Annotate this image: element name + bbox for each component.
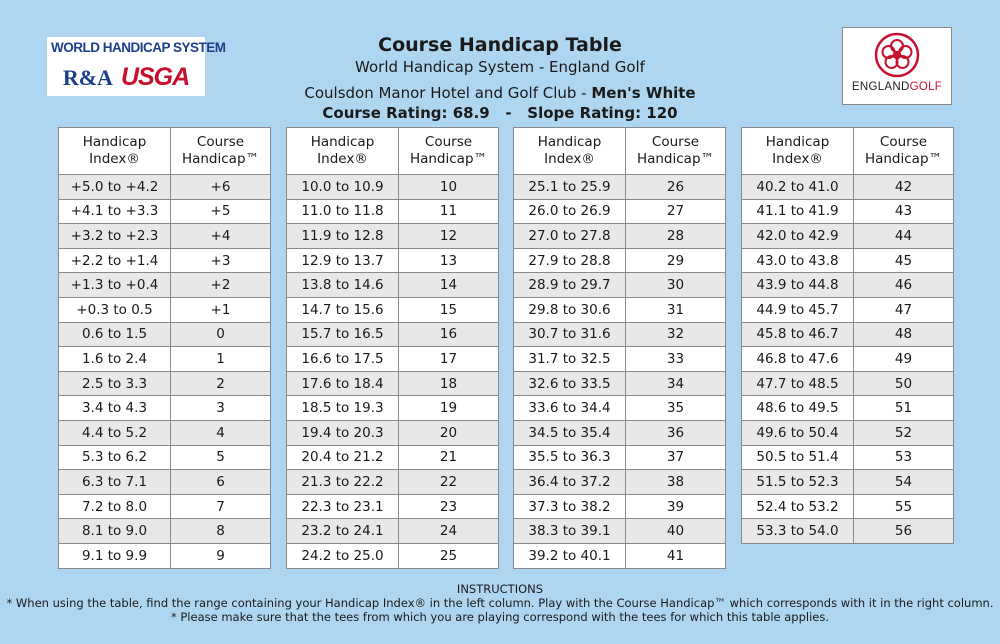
- handicap-index-cell: 7.2 to 8.0: [59, 494, 171, 519]
- handicap-table-1: [58, 127, 271, 569]
- handicap-table-4: [741, 127, 954, 544]
- course-handicap-cell: 19: [399, 396, 499, 421]
- course-handicap-cell: 40: [626, 519, 726, 544]
- table-row: [742, 445, 954, 470]
- header-handicap-index: Handicap Index®: [287, 128, 399, 175]
- handicap-index-cell: 36.4 to 37.2: [514, 470, 626, 495]
- course-handicap-cell: 45: [854, 248, 954, 273]
- handicap-index-cell: 39.2 to 40.1: [514, 543, 626, 568]
- table-row: [742, 175, 954, 200]
- table-row: [514, 396, 726, 421]
- handicap-index-cell: 53.3 to 54.0: [742, 519, 854, 544]
- course-handicap-cell: 24: [399, 519, 499, 544]
- handicap-index-cell: 4.4 to 5.2: [59, 420, 171, 445]
- handicap-index-cell: 23.2 to 24.1: [287, 519, 399, 544]
- table-row: [59, 347, 271, 372]
- page-subtitle: World Handicap System - England Golf: [355, 58, 645, 76]
- handicap-index-cell: 49.6 to 50.4: [742, 420, 854, 445]
- handicap-index-cell: +1.3 to +0.4: [59, 273, 171, 298]
- handicap-index-cell: 18.5 to 19.3: [287, 396, 399, 421]
- course-handicap-cell: 22: [399, 470, 499, 495]
- course-handicap-cell: 26: [626, 175, 726, 200]
- table-row: [742, 248, 954, 273]
- header-course-handicap: Course Handicap™: [854, 128, 954, 175]
- handicap-index-cell: 14.7 to 15.6: [287, 297, 399, 322]
- page-title: Course Handicap Table: [378, 34, 622, 56]
- table-row: [59, 519, 271, 544]
- course-handicap-cell: 10: [399, 175, 499, 200]
- table-row: [514, 519, 726, 544]
- course-handicap-cell: 34: [626, 371, 726, 396]
- course-handicap-cell: +2: [171, 273, 271, 298]
- table-row: [287, 420, 499, 445]
- table-row: [742, 297, 954, 322]
- table-row: [287, 347, 499, 372]
- table-row: [287, 494, 499, 519]
- handicap-index-cell: 5.3 to 6.2: [59, 445, 171, 470]
- handicap-index-cell: 26.0 to 26.9: [514, 199, 626, 224]
- course-handicap-cell: 25: [399, 543, 499, 568]
- table-row: [287, 199, 499, 224]
- table-row: [287, 175, 499, 200]
- course-handicap-cell: 4: [171, 420, 271, 445]
- table-row: [287, 224, 499, 249]
- handicap-index-cell: 43.0 to 43.8: [742, 248, 854, 273]
- course-handicap-cell: 28: [626, 224, 726, 249]
- course-handicap-cell: 3: [171, 396, 271, 421]
- handicap-index-cell: 29.8 to 30.6: [514, 297, 626, 322]
- course-handicap-cell: 47: [854, 297, 954, 322]
- table-row: [742, 396, 954, 421]
- course-handicap-cell: 43: [854, 199, 954, 224]
- table-row: [742, 347, 954, 372]
- handicap-index-cell: 32.6 to 33.5: [514, 371, 626, 396]
- course-handicap-cell: 56: [854, 519, 954, 544]
- handicap-index-cell: 3.4 to 4.3: [59, 396, 171, 421]
- handicap-index-cell: 0.6 to 1.5: [59, 322, 171, 347]
- england-golf-wordmark: ENGLANDGOLF: [851, 81, 943, 93]
- course-handicap-cell: 50: [854, 371, 954, 396]
- course-handicap-cell: 27: [626, 199, 726, 224]
- header-handicap-index: Handicap Index®: [59, 128, 171, 175]
- table-row: [742, 420, 954, 445]
- course-handicap-cell: 29: [626, 248, 726, 273]
- table-row: [742, 273, 954, 298]
- table-row: [514, 322, 726, 347]
- table-row: [742, 199, 954, 224]
- course-handicap-cell: 7: [171, 494, 271, 519]
- handicap-table-2: [286, 127, 499, 569]
- handicap-index-cell: 45.8 to 46.7: [742, 322, 854, 347]
- handicap-index-cell: 1.6 to 2.4: [59, 347, 171, 372]
- course-handicap-cell: 36: [626, 420, 726, 445]
- whs-logo: [47, 37, 226, 96]
- handicap-index-cell: 13.8 to 14.6: [287, 273, 399, 298]
- table-row: [514, 224, 726, 249]
- table-row: [514, 470, 726, 495]
- handicap-index-cell: +3.2 to +2.3: [59, 224, 171, 249]
- handicap-index-cell: 37.3 to 38.2: [514, 494, 626, 519]
- table-row: [514, 248, 726, 273]
- handicap-index-cell: 46.8 to 47.6: [742, 347, 854, 372]
- table-row: [59, 494, 271, 519]
- handicap-index-cell: 35.5 to 36.3: [514, 445, 626, 470]
- table-row: [59, 420, 271, 445]
- handicap-index-cell: 38.3 to 39.1: [514, 519, 626, 544]
- course-handicap-cell: 5: [171, 445, 271, 470]
- handicap-index-cell: 11.9 to 12.8: [287, 224, 399, 249]
- handicap-index-cell: +4.1 to +3.3: [59, 199, 171, 224]
- rating-separator: -: [505, 104, 512, 122]
- course-handicap-cell: 16: [399, 322, 499, 347]
- course-handicap-cell: 1: [171, 347, 271, 372]
- table-row: [287, 470, 499, 495]
- header-course-handicap: Course Handicap™: [171, 128, 271, 175]
- course-handicap-cell: 30: [626, 273, 726, 298]
- course-handicap-cell: 37: [626, 445, 726, 470]
- randa-logo: R&A: [62, 64, 113, 90]
- course-handicap-cell: 0: [171, 322, 271, 347]
- course-handicap-cell: 33: [626, 347, 726, 372]
- table-row: [514, 494, 726, 519]
- handicap-index-cell: 28.9 to 29.7: [514, 273, 626, 298]
- course-handicap-cell: 8: [171, 519, 271, 544]
- course-handicap-cell: 23: [399, 494, 499, 519]
- usga-logo: USGA: [120, 63, 190, 91]
- handicap-index-cell: 43.9 to 44.8: [742, 273, 854, 298]
- course-handicap-cell: +6: [171, 175, 271, 200]
- table-row: [742, 519, 954, 544]
- course-handicap-cell: 15: [399, 297, 499, 322]
- table-row: [514, 175, 726, 200]
- handicap-index-cell: 10.0 to 10.9: [287, 175, 399, 200]
- course-handicap-cell: 44: [854, 224, 954, 249]
- table-row: [59, 445, 271, 470]
- course-handicap-cell: 46: [854, 273, 954, 298]
- table-row: [287, 322, 499, 347]
- handicap-index-cell: 48.6 to 49.5: [742, 396, 854, 421]
- handicap-index-cell: 33.6 to 34.4: [514, 396, 626, 421]
- course-handicap-cell: 55: [854, 494, 954, 519]
- table-row: [287, 445, 499, 470]
- handicap-index-cell: +0.3 to 0.5: [59, 297, 171, 322]
- page-header: [240, 33, 760, 123]
- course-handicap-cell: +5: [171, 199, 271, 224]
- table-row: [287, 543, 499, 568]
- header-handicap-index: Handicap Index®: [514, 128, 626, 175]
- course-handicap-cell: 13: [399, 248, 499, 273]
- course-handicap-cell: 52: [854, 420, 954, 445]
- table-row: [514, 445, 726, 470]
- handicap-index-cell: 2.5 to 3.3: [59, 371, 171, 396]
- table-row: [59, 248, 271, 273]
- course-handicap-cell: 54: [854, 470, 954, 495]
- table-row: [514, 420, 726, 445]
- course-handicap-cell: 20: [399, 420, 499, 445]
- table-row: [742, 371, 954, 396]
- handicap-index-cell: 30.7 to 31.6: [514, 322, 626, 347]
- table-row: [742, 470, 954, 495]
- table-row: [59, 470, 271, 495]
- slope-rating: Slope Rating: 120: [527, 104, 678, 122]
- tee-name: Men's White: [591, 84, 696, 102]
- course-handicap-cell: 39: [626, 494, 726, 519]
- course-handicap-cell: 41: [626, 543, 726, 568]
- table-row: [287, 297, 499, 322]
- handicap-index-cell: 24.2 to 25.0: [287, 543, 399, 568]
- instructions-line-1: * When using the table, find the range containing your Handicap Index® in the left column. Play with the Course Handicap™ which corresponds with it in the right column.: [6, 596, 994, 610]
- handicap-index-cell: 6.3 to 7.1: [59, 470, 171, 495]
- course-handicap-cell: 53: [854, 445, 954, 470]
- handicap-index-cell: 40.2 to 41.0: [742, 175, 854, 200]
- handicap-index-cell: 50.5 to 51.4: [742, 445, 854, 470]
- handicap-index-cell: 20.4 to 21.2: [287, 445, 399, 470]
- handicap-index-cell: 9.1 to 9.9: [59, 543, 171, 568]
- course-handicap-cell: 48: [854, 322, 954, 347]
- course-handicap-cell: 21: [399, 445, 499, 470]
- handicap-index-cell: 16.6 to 17.5: [287, 347, 399, 372]
- table-row: [514, 543, 726, 568]
- england-golf-logo: [842, 27, 952, 105]
- instructions-title: INSTRUCTIONS: [456, 582, 544, 596]
- handicap-table-3: [513, 127, 726, 569]
- table-row: [59, 396, 271, 421]
- rating-line: [240, 103, 760, 123]
- handicap-index-cell: 17.6 to 18.4: [287, 371, 399, 396]
- course-handicap-cell: 6: [171, 470, 271, 495]
- handicap-index-cell: 44.9 to 45.7: [742, 297, 854, 322]
- table-row: [514, 273, 726, 298]
- handicap-index-cell: 41.1 to 41.9: [742, 199, 854, 224]
- course-handicap-cell: 2: [171, 371, 271, 396]
- table-row: [287, 248, 499, 273]
- handicap-index-cell: 47.7 to 48.5: [742, 371, 854, 396]
- handicap-index-cell: 11.0 to 11.8: [287, 199, 399, 224]
- course-handicap-cell: 31: [626, 297, 726, 322]
- handicap-index-cell: 34.5 to 35.4: [514, 420, 626, 445]
- table-row: [287, 396, 499, 421]
- course-handicap-cell: 35: [626, 396, 726, 421]
- header-course-handicap: Course Handicap™: [399, 128, 499, 175]
- table-row: [59, 273, 271, 298]
- table-row: [59, 322, 271, 347]
- club-line: [240, 83, 760, 103]
- handicap-index-cell: 27.9 to 28.8: [514, 248, 626, 273]
- course-handicap-cell: 51: [854, 396, 954, 421]
- course-handicap-cell: +3: [171, 248, 271, 273]
- table-row: [287, 371, 499, 396]
- handicap-index-cell: 31.7 to 32.5: [514, 347, 626, 372]
- course-handicap-cell: 32: [626, 322, 726, 347]
- table-row: [742, 322, 954, 347]
- header-course-handicap: Course Handicap™: [626, 128, 726, 175]
- course-handicap-cell: 14: [399, 273, 499, 298]
- handicap-index-cell: 12.9 to 13.7: [287, 248, 399, 273]
- handicap-index-cell: 25.1 to 25.9: [514, 175, 626, 200]
- course-handicap-cell: 9: [171, 543, 271, 568]
- table-row: [514, 297, 726, 322]
- handicap-index-cell: 8.1 to 9.0: [59, 519, 171, 544]
- instructions-line-2: * Please make sure that the tees from which you are playing correspond with the tees for which this table applies.: [170, 610, 830, 624]
- tudor-rose-icon: [874, 32, 920, 78]
- course-rating: Course Rating: 68.9: [322, 104, 490, 122]
- table-row: [287, 519, 499, 544]
- course-handicap-cell: 17: [399, 347, 499, 372]
- handicap-index-cell: 51.5 to 52.3: [742, 470, 854, 495]
- course-handicap-cell: 12: [399, 224, 499, 249]
- course-handicap-cell: +4: [171, 224, 271, 249]
- table-row: [59, 371, 271, 396]
- handicap-index-cell: 15.7 to 16.5: [287, 322, 399, 347]
- table-row: [514, 347, 726, 372]
- whs-logo-text: WORLD HANDICAP SYSTEM: [51, 40, 226, 55]
- table-row: [514, 371, 726, 396]
- handicap-index-cell: 27.0 to 27.8: [514, 224, 626, 249]
- course-handicap-cell: +1: [171, 297, 271, 322]
- table-row: [742, 494, 954, 519]
- course-handicap-cell: 42: [854, 175, 954, 200]
- table-row: [59, 543, 271, 568]
- course-handicap-cell: 49: [854, 347, 954, 372]
- handicap-index-cell: 52.4 to 53.2: [742, 494, 854, 519]
- instructions: [0, 582, 1000, 624]
- table-row: [59, 199, 271, 224]
- handicap-index-cell: 22.3 to 23.1: [287, 494, 399, 519]
- table-row: [514, 199, 726, 224]
- course-handicap-cell: 11: [399, 199, 499, 224]
- handicap-index-cell: 42.0 to 42.9: [742, 224, 854, 249]
- header-handicap-index: Handicap Index®: [742, 128, 854, 175]
- handicap-index-cell: 21.3 to 22.2: [287, 470, 399, 495]
- club-name: Coulsdon Manor Hotel and Golf Club -: [304, 84, 592, 102]
- table-row: [742, 224, 954, 249]
- course-handicap-cell: 38: [626, 470, 726, 495]
- handicap-index-cell: +5.0 to +4.2: [59, 175, 171, 200]
- table-row: [59, 224, 271, 249]
- table-row: [287, 273, 499, 298]
- handicap-index-cell: 19.4 to 20.3: [287, 420, 399, 445]
- table-row: [59, 175, 271, 200]
- table-row: [59, 297, 271, 322]
- handicap-index-cell: +2.2 to +1.4: [59, 248, 171, 273]
- course-handicap-cell: 18: [399, 371, 499, 396]
